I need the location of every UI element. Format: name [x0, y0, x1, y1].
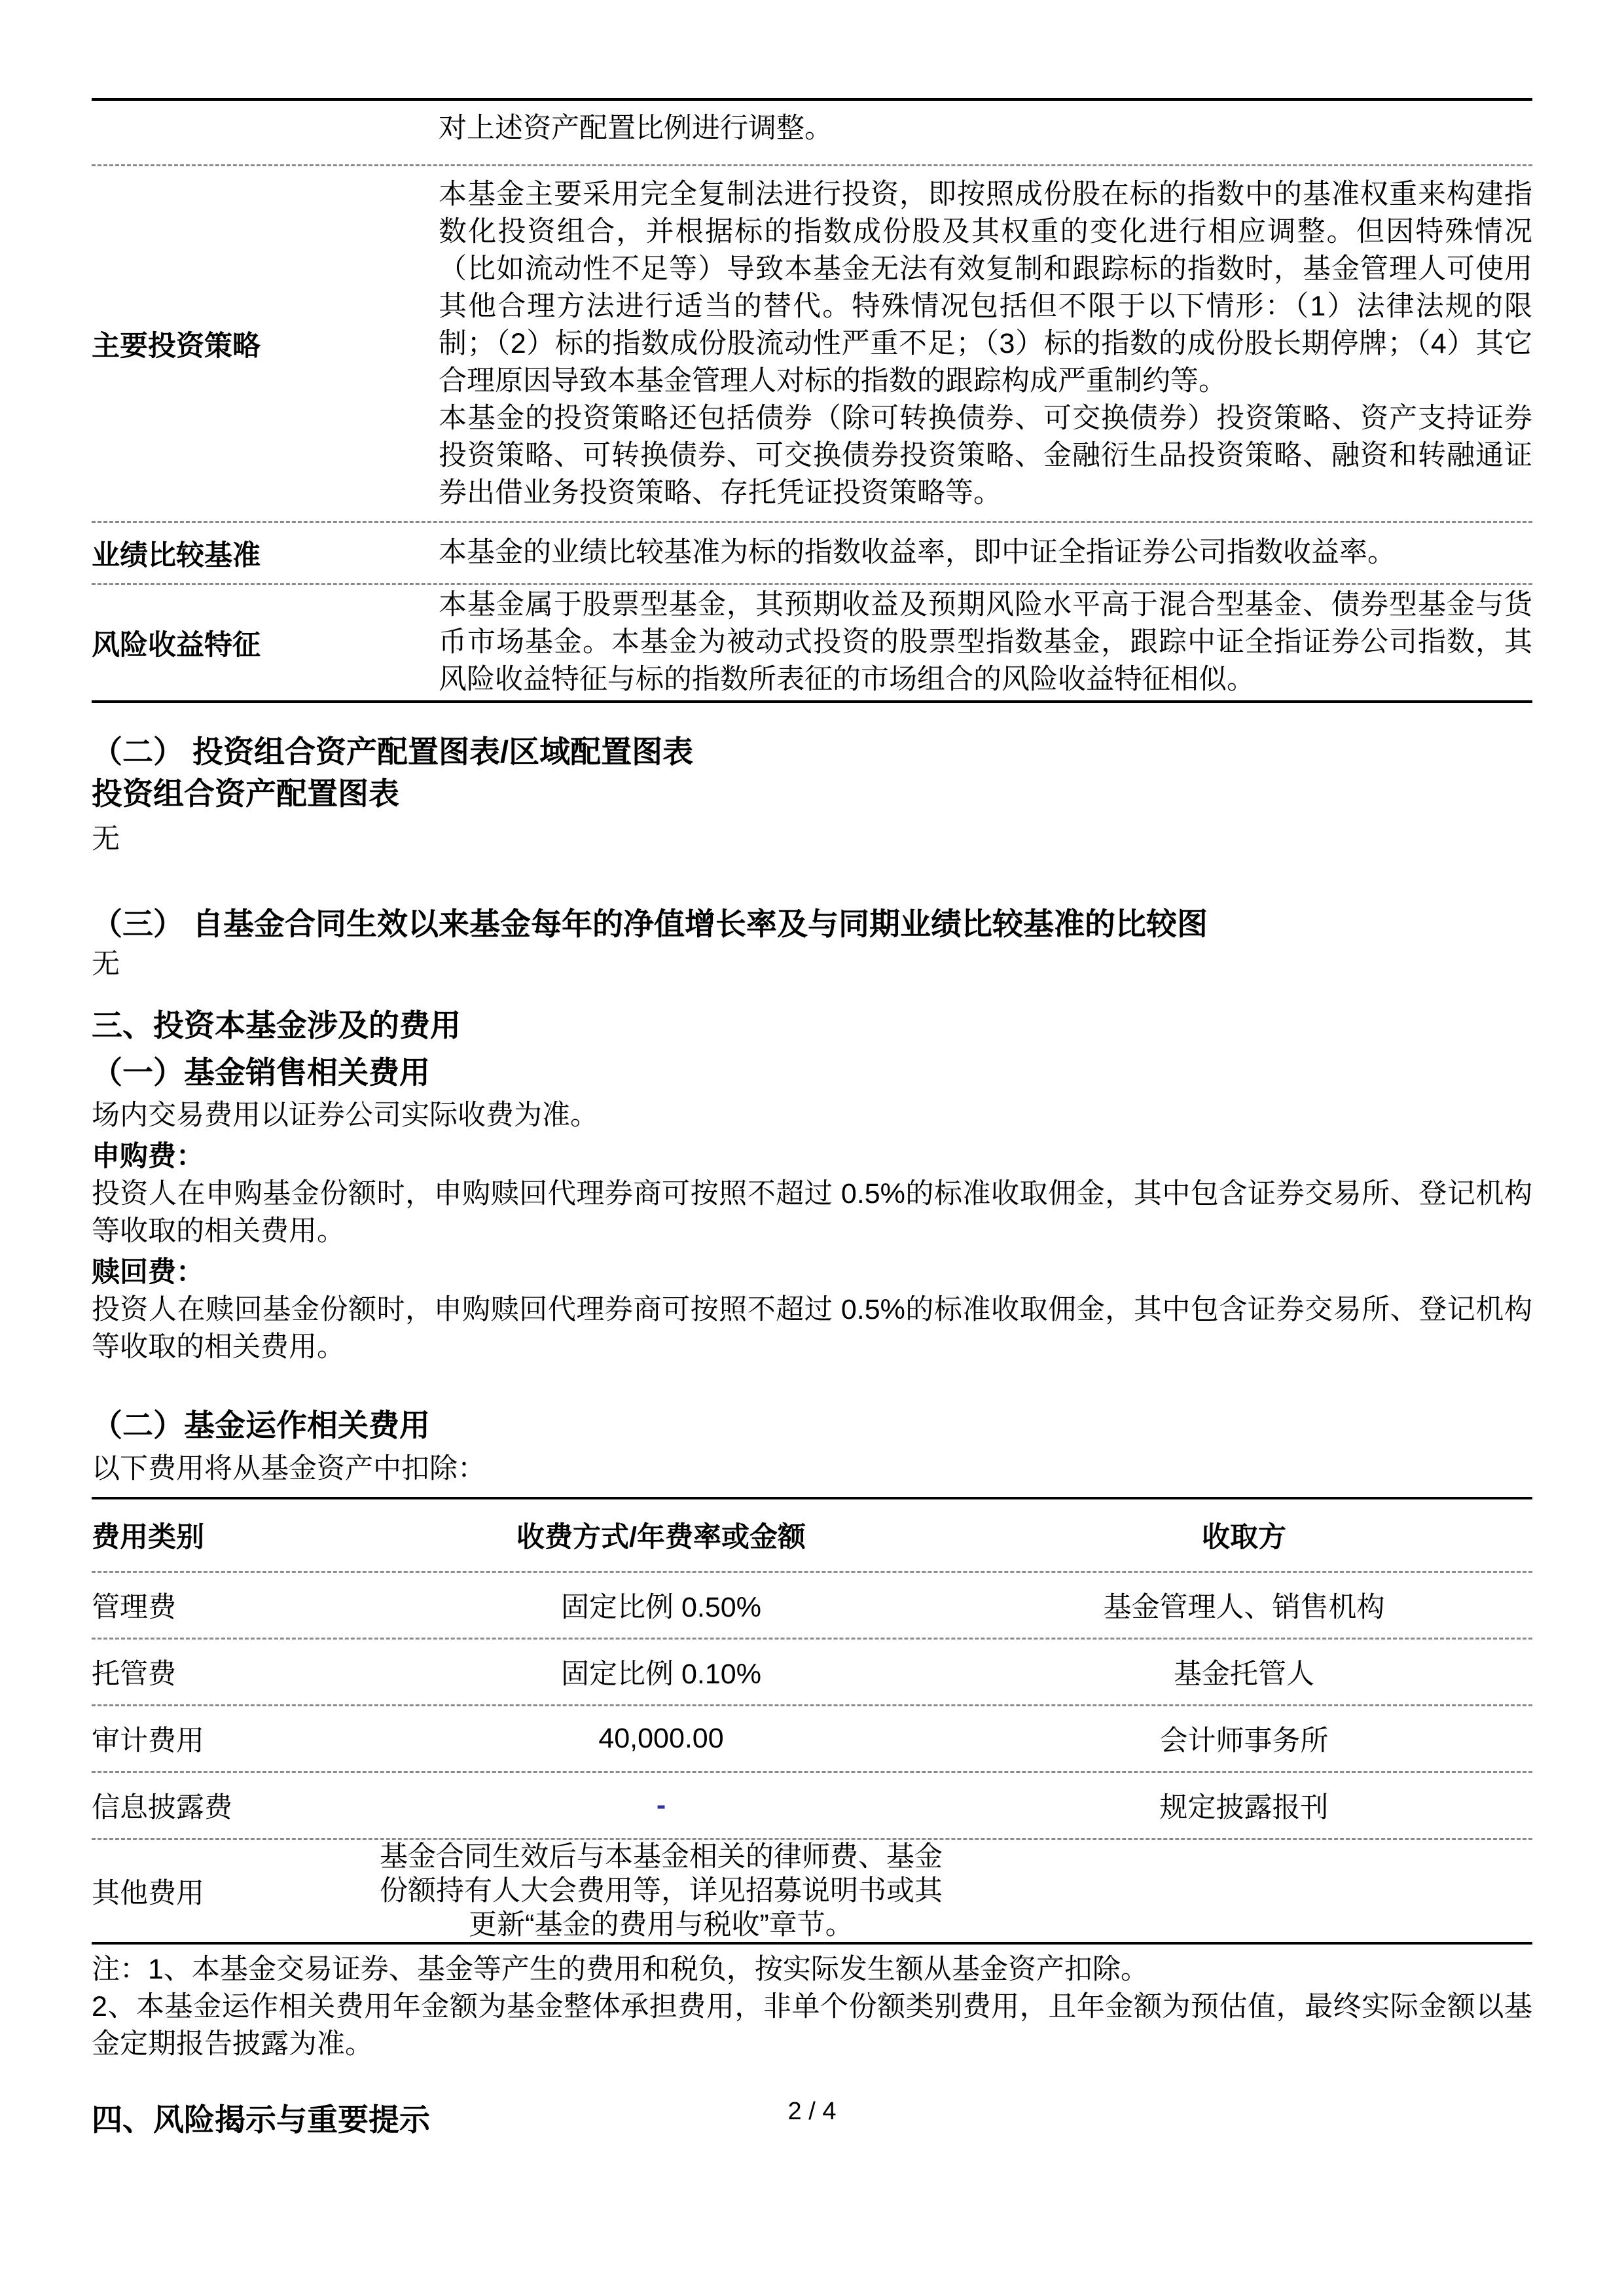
fee-row-info-disclosure [92, 1771, 1532, 1838]
fee-method: 固定比例 0.50% [561, 1592, 761, 1623]
fee-collector: 基金托管人 [1174, 1659, 1314, 1690]
fee-method: 40,000.00 [598, 1723, 724, 1754]
row-label-main-strategy: 主要投资策略 [92, 330, 261, 362]
fee-category: 信息披露费 [92, 1792, 232, 1823]
value-none: 无 [92, 948, 120, 980]
subheading-portfolio-allocation-chart: 投资组合资产配置图表 [92, 776, 399, 811]
section-heading-portfolio-allocation: （二） 投资组合资产配置图表/区域配置图表 [92, 734, 694, 769]
fee-category: 审计费用 [92, 1725, 204, 1757]
redemption-fee-label: 赎回费： [92, 1257, 204, 1288]
fee-category: 托管费 [92, 1659, 176, 1690]
fee-category: 其他费用 [92, 1877, 204, 1909]
fee-row-other [92, 1838, 1532, 1942]
fee-row-custody [92, 1638, 1532, 1704]
section-heading-sales-fees: （一）基金销售相关费用 [92, 1055, 430, 1090]
row-content [439, 166, 1532, 521]
subscription-fee-text: 投资人在申购基金份额时，申购赎回代理券商可按照不超过 0.5%的标准收取佣金，其中包含证券交易所、登记机构等收取的相关费用。 [92, 1178, 1532, 1247]
row-content [439, 523, 1532, 583]
fee-collector [956, 1878, 1532, 1903]
column-header-method: 收费方式/年费率或金额 [516, 1522, 806, 1553]
section-heading-operation-fees: （二）基金运作相关费用 [92, 1408, 430, 1443]
row-content [439, 101, 1532, 164]
fee-collector: 会计师事务所 [1159, 1725, 1329, 1757]
row-label-benchmark: 业绩比较基准 [92, 539, 261, 571]
fee-note-2: 2、本基金运作相关费用年金额为基金整体承担费用，非单个份额类别费用，且年金额为预估值，最终实际金额以基金定期报告披露为准。 [92, 1991, 1532, 2060]
page-number: 2 / 4 [787, 2098, 837, 2125]
paragraph: 本基金属于股票型基金，其预期收益及预期风险水平高于混合型基金、债券型基金与货币市场基金。本基金为被动式投资的股票型指数基金，跟踪中证全指证券公司指数，其风险收益特征与标的指数所表征的市场组合的风险收益特征相似。 [439, 589, 1532, 695]
fee-collector: 规定披露报刊 [1159, 1792, 1329, 1823]
fund-overview-table [92, 98, 1532, 703]
column-header-collector: 收取方 [1202, 1522, 1286, 1553]
exchange-fee-note: 场内交易费用以证券公司实际收费为准。 [92, 1100, 598, 1131]
fee-method: 固定比例 0.10% [561, 1659, 761, 1690]
paragraph: 对上述资产配置比例进行调整。 [439, 113, 833, 144]
section-heading-nav-growth-comparison: （三） 自基金合同生效以来基金每年的净值增长率及与同期业绩比较基准的比较图 [92, 906, 1208, 941]
chapter-heading-fees: 三、投资本基金涉及的费用 [92, 1008, 461, 1043]
fee-table [92, 1497, 1532, 1945]
paragraph: 本基金主要采用完全复制法进行投资，即按照成份股在标的指数中的基准权重来构建指数化投资组合，并根据标的指数成份股及其权重的变化进行相应调整。但因特殊情况（比如流动性不足等）导致本基金无法有效复制和跟踪标的指数时，基金管理人可使用其他合理方法进行适当的替代。特殊情况包括但不限于以下情形：（1）法律法规的限制；（2）标的指数成份股流动性严重不足；（3）标的指数的成份股长期停牌；（4）其它合理原因导致本基金管理人对标的指数的跟踪构成严重制约等。 [439, 179, 1532, 397]
subscription-fee-label: 申购费： [92, 1141, 204, 1172]
column-header-category: 费用类别 [92, 1522, 204, 1553]
fee-collector: 基金管理人、销售机构 [1103, 1592, 1385, 1623]
page-content [92, 0, 1532, 2139]
paragraph: 本基金的投资策略还包括债券（除可转换债券、可交换债券）投资策略、资产支持证券投资策略、可转换债券、可交换债券投资策略、金融衍生品投资策略、融资和转融通证券出借业务投资策略、存托凭证投资策略等。 [439, 403, 1532, 509]
chapter-heading-risk: 四、风险揭示与重要提示 [92, 2102, 430, 2137]
table-row [92, 583, 1532, 700]
fee-row-audit [92, 1704, 1532, 1771]
table-row [92, 101, 1532, 164]
value-none: 无 [92, 823, 120, 855]
paragraph: 本基金的业绩比较基准为标的指数收益率，即中证全指证券公司指数收益率。 [439, 537, 1396, 568]
fee-table-header-row [92, 1499, 1532, 1571]
fee-method-dash: - [656, 1789, 666, 1821]
table-row [92, 521, 1532, 583]
fee-note-1: 注：1、本基金交易证券、基金等产生的费用和税负，按实际发生额从基金资产扣除。 [92, 1954, 1149, 1985]
fee-category: 管理费 [92, 1592, 176, 1623]
row-label [92, 101, 439, 164]
redemption-fee-text: 投资人在赎回基金份额时，申购赎回代理券商可按照不超过 0.5%的标准收取佣金，其中包含证券交易所、登记机构等收取的相关费用。 [92, 1294, 1532, 1363]
deduct-note: 以下费用将从基金资产中扣除： [92, 1453, 486, 1484]
table-row [92, 164, 1532, 521]
fee-method: 基金合同生效后与本基金相关的律师费、基金份额持有人大会费用等，详见招募说明书或其更新“基金的费用与税收”章节。 [380, 1841, 943, 1941]
row-content [439, 585, 1532, 700]
row-label-risk-return: 风险收益特征 [92, 629, 261, 661]
fee-row-management [92, 1571, 1532, 1638]
